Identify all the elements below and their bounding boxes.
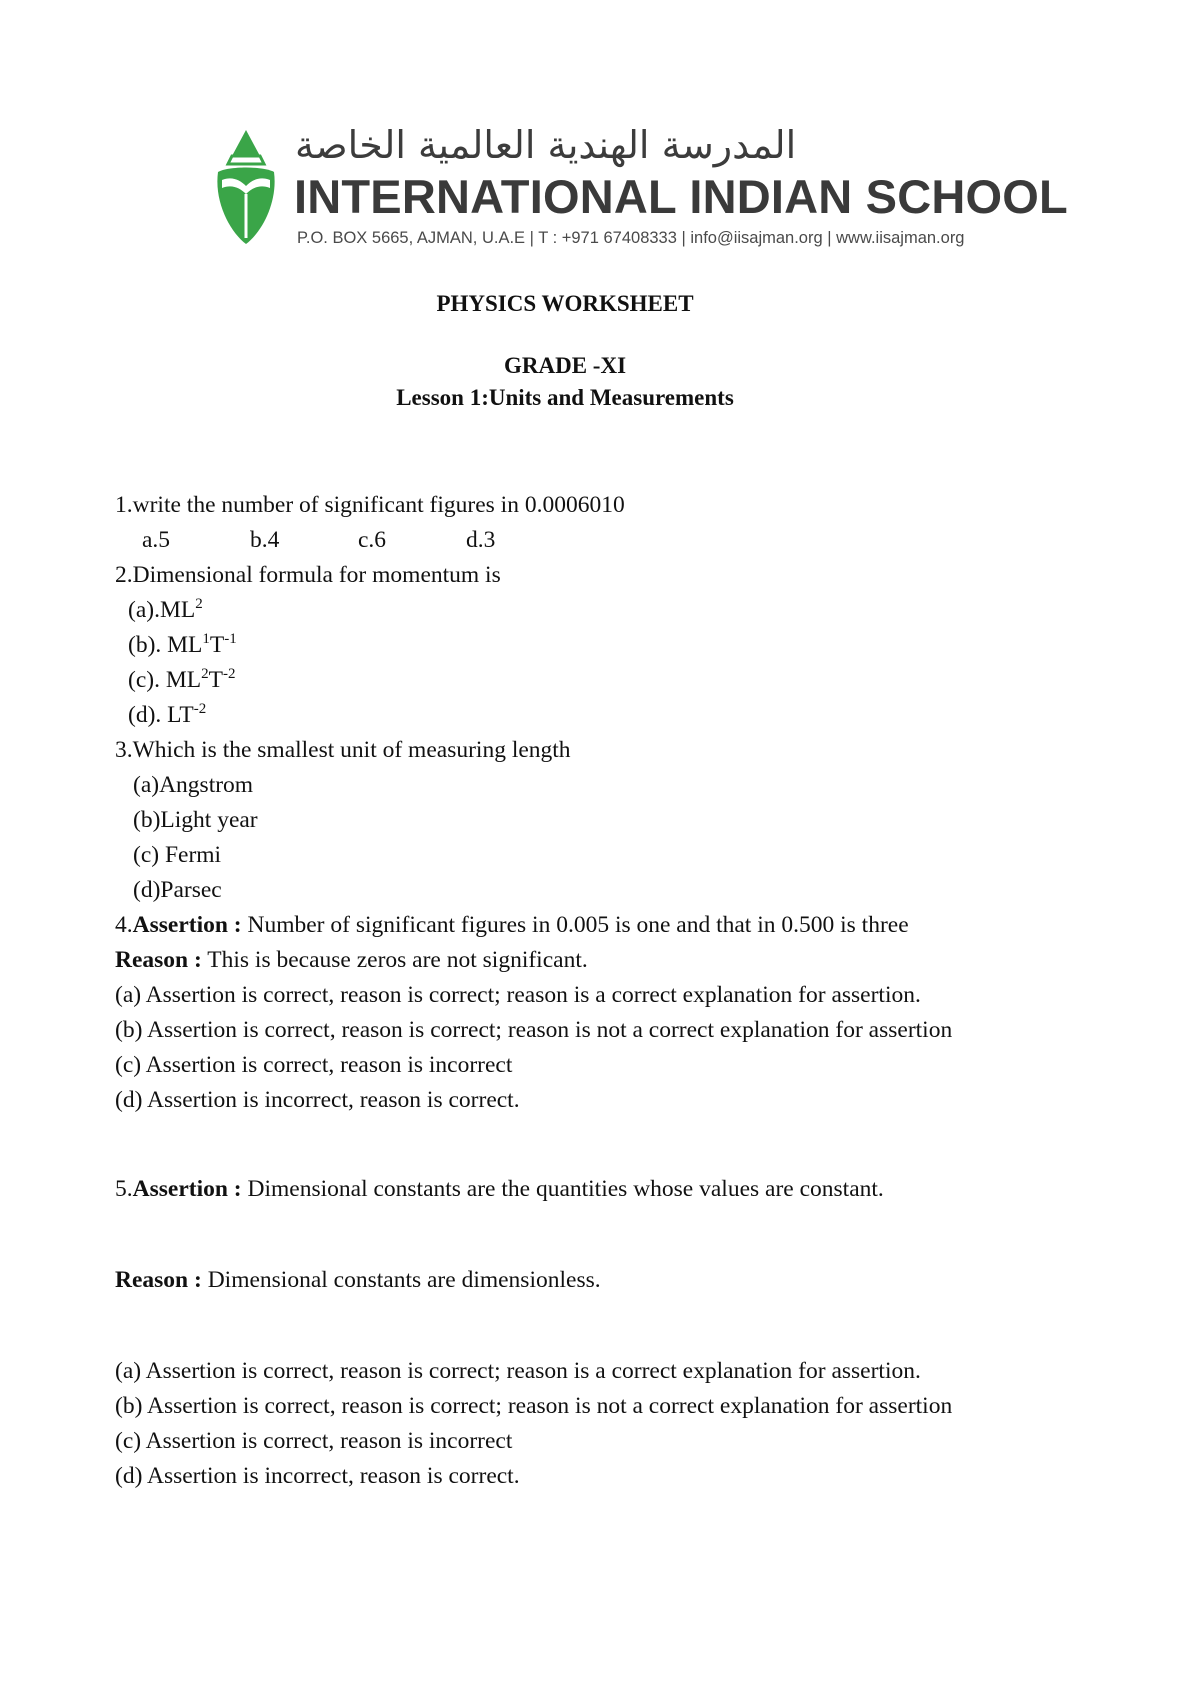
question-list (115, 488, 1115, 1494)
grade-heading: GRADE -XI (503, 353, 627, 378)
option-b: b.4 (250, 527, 280, 553)
question-1-options (115, 523, 1115, 558)
question-5-reason: Reason : Dimensional constants are dimensionless. (115, 1267, 601, 1293)
option-c: (c) Assertion is correct, reason is incorrect (115, 1428, 513, 1454)
option-a: (a) Assertion is correct, reason is correct; reason is a correct explanation for assertion. (115, 1358, 921, 1384)
option-d: d.3 (466, 527, 496, 553)
question-4-reason: Reason : This is because zeros are not significant. (115, 947, 588, 973)
school-logo-icon (210, 128, 282, 246)
lesson-heading: Lesson 1:Units and Measurements (396, 385, 734, 410)
option-b: (b)Light year (133, 807, 258, 833)
spacer (115, 1118, 1115, 1172)
option-a: (a)Angstrom (133, 772, 254, 798)
spacer (115, 1207, 1115, 1263)
spacer (115, 1298, 1115, 1354)
question-5-assertion: 5.Assertion : Dimensional constants are the quantities whose values are constant. (115, 1176, 884, 1202)
question-4-assertion: 4.Assertion : Number of significant figures in 0.005 is one and that in 0.500 is three (115, 912, 909, 938)
school-address: P.O. BOX 5665, AJMAN, U.A.E | T : +971 67408333 | info@iisajman.org | www.iisajman.org (297, 229, 965, 247)
option-c: (c) Assertion is correct, reason is incorrect (115, 1052, 513, 1078)
option-b: (b) Assertion is correct, reason is correct; reason is not a correct explanation for assertion (115, 1393, 953, 1419)
worksheet-title: PHYSICS WORKSHEET (436, 291, 694, 316)
question-3: 3.Which is the smallest unit of measuring length (115, 737, 571, 763)
option-a: a.5 (142, 527, 171, 553)
option-b: (b) Assertion is correct, reason is correct; reason is not a correct explanation for assertion (115, 1017, 953, 1043)
school-name-arabic: المدرسة الهندية العالمية الخاصة (295, 123, 797, 167)
option-a: (a) Assertion is correct, reason is correct; reason is a correct explanation for assertion. (115, 982, 921, 1008)
question-1: 1.write the number of significant figures in 0.0006010 (115, 492, 625, 518)
option-d: (d). $LT^{-2}$ (128, 701, 207, 728)
school-name: INTERNATIONAL INDIAN SCHOOL (294, 170, 1068, 223)
question-2: 2.Dimensional formula for momentum is (115, 562, 501, 588)
option-d: (d)Parsec (133, 877, 222, 903)
option-c: (c) Fermi (133, 842, 222, 868)
option-d: (d) Assertion is incorrect, reason is correct. (115, 1087, 520, 1113)
option-b: (b). $ML^1T^{-1}$ (128, 631, 237, 658)
option-d: (d) Assertion is incorrect, reason is correct. (115, 1463, 520, 1489)
option-c: (c). $ML^2T^{-2}$ (128, 666, 236, 693)
option-a: $(a).ML^2$ (128, 596, 203, 623)
letterhead (210, 120, 1068, 255)
option-c: c.6 (358, 527, 387, 553)
